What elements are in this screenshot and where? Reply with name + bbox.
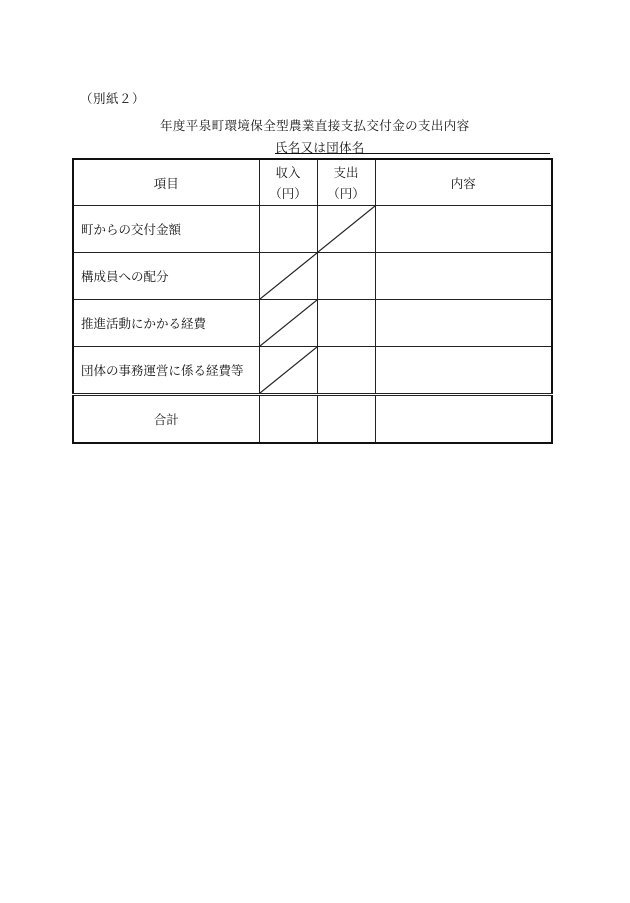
diagonal-strike: [260, 253, 317, 299]
row-content-cell[interactable]: [375, 253, 552, 300]
diagonal-strike: [260, 347, 317, 393]
row-expense-cell[interactable]: [317, 253, 375, 300]
table-header-row: [73, 159, 552, 206]
total-content-cell[interactable]: [375, 395, 552, 444]
row-item-label: 構成員への配分: [81, 269, 169, 284]
name-field[interactable]: [275, 138, 550, 154]
row-item-label: 町からの交付金額: [81, 222, 182, 237]
row-income-cell[interactable]: [259, 206, 317, 253]
header-item: [73, 159, 259, 206]
row-item-label: 団体の事務運営に係る経費等: [81, 363, 244, 378]
row-item-cell: [73, 347, 259, 395]
table-row: [73, 253, 552, 300]
table-total-row: [73, 395, 552, 444]
diagonal-strike: [318, 206, 375, 252]
row-income-cell-struck: [259, 347, 317, 395]
row-expense-cell[interactable]: [317, 347, 375, 395]
header-income: [259, 159, 317, 206]
table-row: [73, 206, 552, 253]
header-expense-label: 支出: [333, 164, 359, 180]
header-income-unit: （円）: [269, 185, 307, 201]
row-expense-cell[interactable]: [317, 300, 375, 347]
row-item-cell: [73, 253, 259, 300]
header-content-label: 内容: [450, 175, 476, 191]
table-row: [73, 347, 552, 395]
document-title: 年度平泉町環境保全型農業直接支払交付金の支出内容: [160, 118, 470, 133]
header-content: [375, 159, 552, 206]
row-content-cell[interactable]: [375, 300, 552, 347]
row-item-label: 推進活動にかかる経費: [81, 316, 207, 331]
diagonal-strike: [260, 300, 317, 346]
name-field-label: 氏名又は団体名: [275, 140, 365, 155]
expenditure-table: [72, 158, 553, 444]
table-row: [73, 300, 552, 347]
attachment-label: （別紙２）: [80, 91, 146, 106]
header-income-label: 収入: [275, 164, 301, 180]
total-label-cell: [73, 395, 259, 444]
header-expense: [317, 159, 375, 206]
row-item-cell: [73, 206, 259, 253]
row-income-cell-struck: [259, 253, 317, 300]
row-item-cell: [73, 300, 259, 347]
row-income-cell-struck: [259, 300, 317, 347]
total-income-cell[interactable]: [259, 395, 317, 444]
header-expense-unit: （円）: [327, 185, 365, 201]
total-expense-cell[interactable]: [317, 395, 375, 444]
row-content-cell[interactable]: [375, 206, 552, 253]
row-content-cell[interactable]: [375, 347, 552, 395]
row-expense-cell-struck: [317, 206, 375, 253]
header-item-label: 項目: [153, 175, 179, 191]
total-label: 合計: [153, 412, 179, 427]
